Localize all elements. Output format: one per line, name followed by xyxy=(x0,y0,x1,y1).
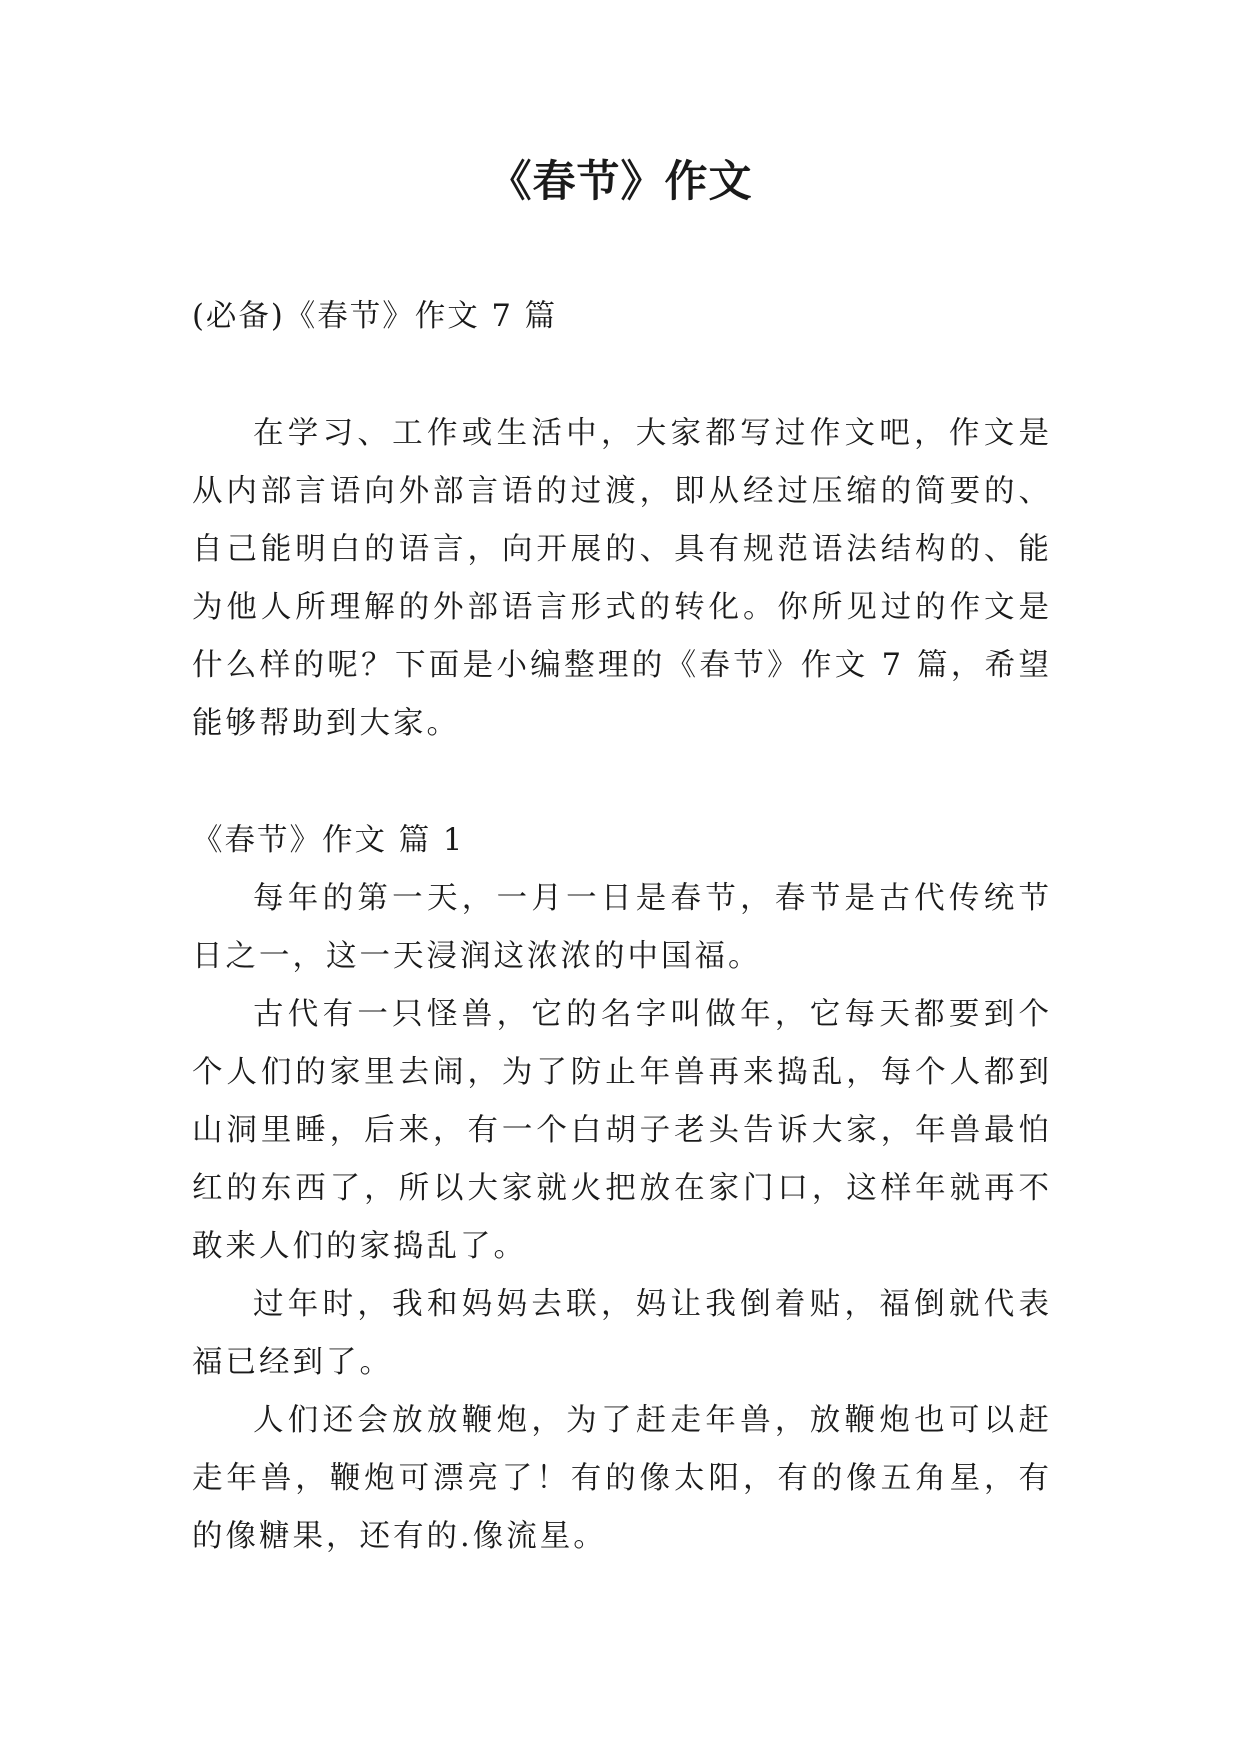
section-paragraph: 过年时，我和妈妈去联，妈让我倒着贴，福倒就代表福已经到了。 xyxy=(192,1287,1052,1380)
intro-paragraph: 在学习、工作或生活中，大家都写过作文吧，作文是从内部言语向外部言语的过渡，即从经过压缩的简要的、自己能明白的语言，向开展的、具有规范语法结构的、能为他人所理解的外部语言形式的转化。你所见过的作文是什么样的呢？下面是小编整理的《春节》作文 7 篇，希望能够帮助到大家。 xyxy=(192,416,1052,741)
document-subtitle: (必备)《春节》作文 7 篇 xyxy=(192,299,558,334)
document-title: 《春节》作文 xyxy=(488,157,753,207)
section-paragraph: 古代有一只怪兽，它的名字叫做年，它每天都要到个个人们的家里去闹，为了防止年兽再来捣乱，每个人都到山洞里睡，后来，有一个白胡子老头告诉大家，年兽最怕红的东西了，所以大家就火把放在家门口，这样年就再不敢来人们的家捣乱了。 xyxy=(192,997,1052,1264)
section-paragraph: 每年的第一天，一月一日是春节，春节是古代传统节日之一，这一天浸润这浓浓的中国福。 xyxy=(192,881,1052,974)
section-heading: 《春节》作文 篇 1 xyxy=(192,823,465,858)
section-paragraph: 人们还会放放鞭炮，为了赶走年兽，放鞭炮也可以赶走年兽，鞭炮可漂亮了！有的像太阳，有的像五角星，有的像糖果，还有的.像流星。 xyxy=(192,1403,1052,1554)
essay-section-1 xyxy=(192,812,1052,1566)
intro-block xyxy=(192,405,1052,753)
